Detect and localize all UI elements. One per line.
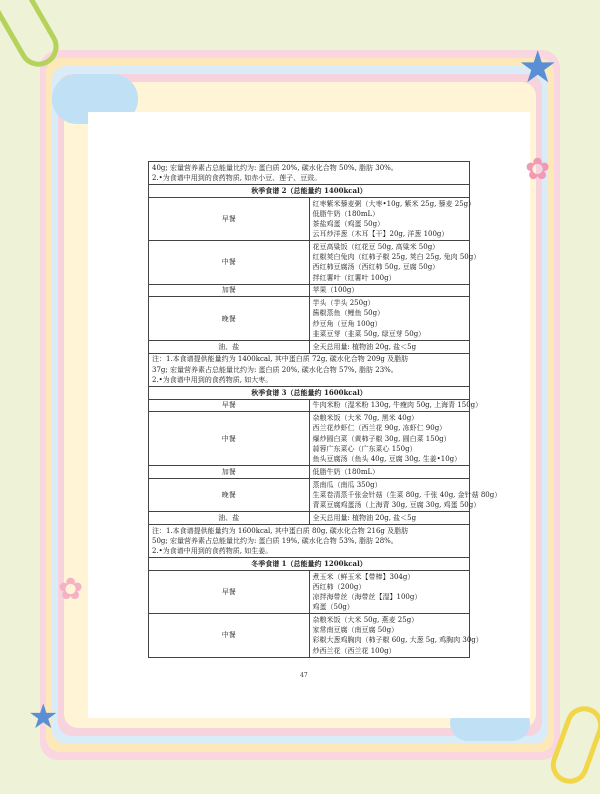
meal-items: 花豆高粱饭（红花豆 50g, 高粱米 50g） 红椒荚白兔肉（红柿子椒 25g, 荚白 25g, 兔肉 50g） 西红柿豆腐汤（西红柿 50g, 豆腐 50g） 拌红薯叶（红薯叶 100g） [309,241,470,284]
note-cell: 40g; 宏量营养素占总能量比约为: 蛋白质 20%, 碳水化合物 50%, 脂肪 30%。 2.•为食谱中用到的食药物质, 如赤小豆、莲子、豆豉。 [149,162,470,185]
meal-items: 全天总用量: 植物油 20g, 盐＜5g [309,512,470,525]
meal-label: 早餐 [149,570,310,613]
meal-items: 全天总用量: 植物油 20g, 盐＜5g [309,340,470,353]
meal-items: 蒸南瓜（南瓜 350g） 生菜卷清蒸千张金针菇（生菜 80g, 千张 40g, 金针菇 80g） 青菜豆腐鸡蛋汤（上海青 30g, 豆腐 30g, 鸡蛋 50g） [309,478,470,511]
meal-label: 加餐 [149,466,310,479]
menu-title: 秋季食谱 3（总能量约 1600kcal） [149,386,470,399]
meal-label: 油、盐 [149,340,310,353]
meal-label: 早餐 [149,399,310,412]
meal-items: 红枣紫米藜麦粥（大枣•10g, 紫米 25g, 藜麦 25g） 低脂牛奶（180mL） 茶盐鸡蛋（鸡蛋 50g） 云耳炒洋葱（木耳【干】20g, 洋葱 100g） [309,197,470,240]
meal-label: 早餐 [149,197,310,240]
menu-table [148,161,502,658]
meal-label: 晚餐 [149,478,310,511]
meal-label: 加餐 [149,284,310,297]
meal-label: 中餐 [149,412,310,466]
menu-title: 秋季食谱 2（总能量约 1400kcal） [149,185,470,198]
meal-label: 中餐 [149,241,310,284]
page-number: 47 [300,672,308,679]
star-icon: ★ [518,42,558,93]
meal-items: 苹果（100g） [309,284,470,297]
note-cell: 注：1.本食谱提供能量约为 1600kcal, 其中蛋白质 80g, 碳水化合物 216g 及脂肪 50g; 宏量营养素占总能量比约为: 蛋白质 19%, 碳水化合物 53%, 脂肪 28%。 2.•为食谱中用到的食药物质, 如生姜。 [149,524,470,557]
meal-items: 杂粮米饭（大米 50g, 燕麦 25g） 家常南豆腐（南豆腐 50g） 彩椒大葱鸡胸肉（柿子椒 60g, 大葱 5g, 鸡胸肉 30g） 炒西兰花（西兰花 100g） [309,614,470,657]
meal-items: 牛肉米粉（湿米粉 130g, 牛瘦肉 50g, 上海青 150g） [309,399,470,412]
flower-icon-left: ✿ [58,572,84,607]
star-icon-bottom: ★ [28,697,59,737]
meal-items: 杂粮米饭（大米 70g, 黑米 40g） 西兰花炒虾仁（西兰花 90g, 冻虾仁 90g） 爆炒圆白菜（黄柿子椒 30g, 圆白菜 150g） 蒜蓉广东菜心（广东菜心 150g） 鱼头豆腐汤（鱼头 40g, 豆腐 30g, 生姜•10g） [309,412,470,466]
note-cell: 注：1.本食谱提供能量约为 1400kcal, 其中蛋白质 72g, 碳水化合物 209g 及脂肪 37g; 宏量营养素占总能量比约为: 蛋白质 20%, 碳水化合物 57%, 脂肪 23%。 2.•为食谱中用到的食药物质, 如大枣。 [149,353,470,386]
meal-items: 煮玉米（鲜玉米【带棒】304g） 西红柿（200g） 凉拌海带丝（海带丝【湿】100g） 鸡蛋（50g） [309,570,470,613]
meal-label: 中餐 [149,614,310,657]
menu-title: 冬季食谱 1（总能量约 1200kcal） [149,558,470,571]
meal-label: 晚餐 [149,297,310,340]
meal-label: 油、盐 [149,512,310,525]
meal-items: 芋头（芋头 250g） 酱椒蒸鱼（鲤鱼 50g） 炒豆角（豆角 100g） 韭菜豆芽（韭菜 50g, 绿豆芽 50g） [309,297,470,340]
meal-items: 低脂牛奶（180mL） [309,466,470,479]
flower-icon: ✿ [525,152,551,187]
